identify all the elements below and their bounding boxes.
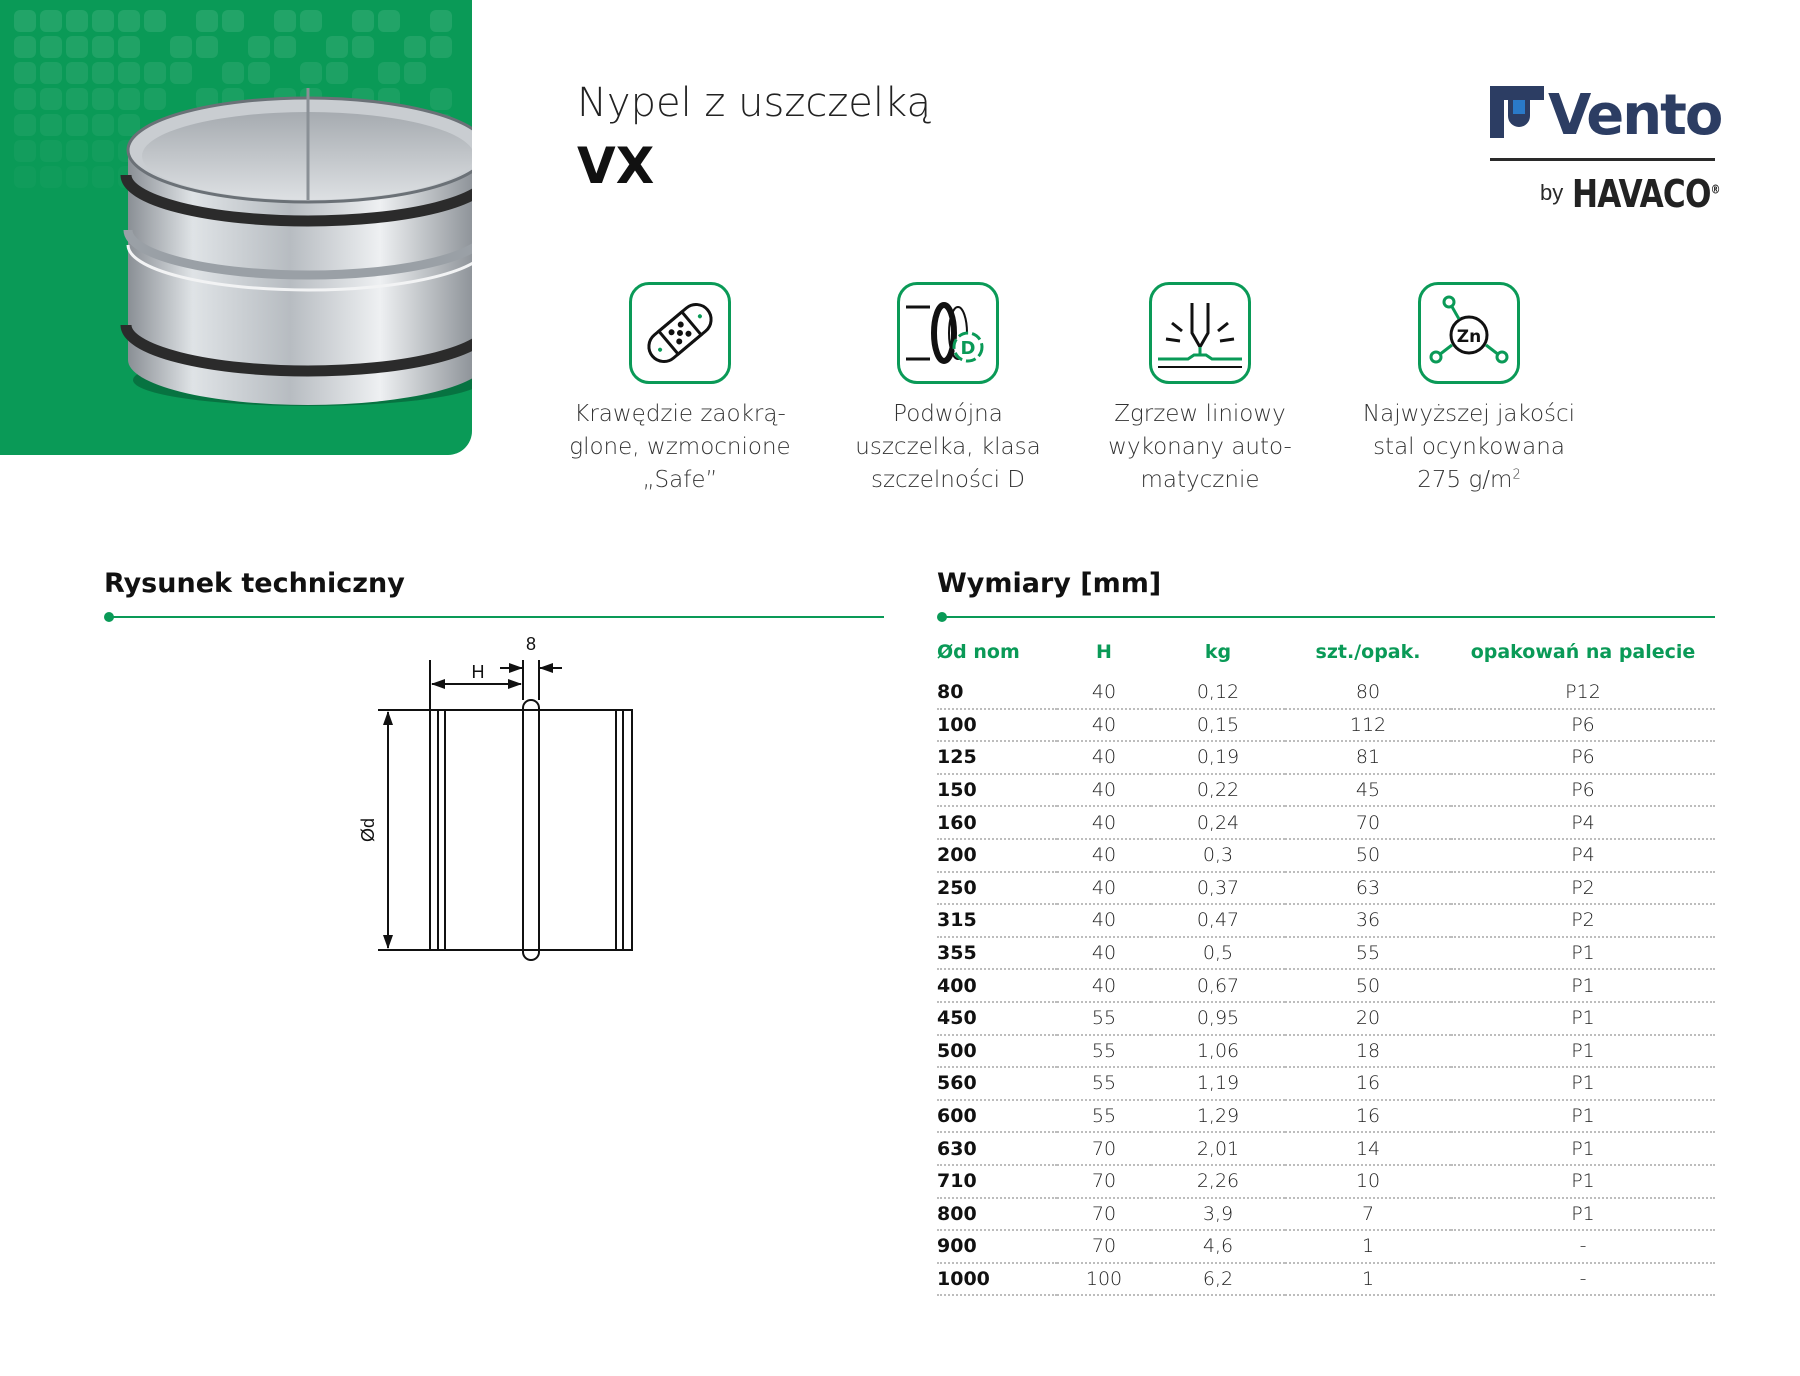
- table-cell: 600: [937, 1100, 1057, 1133]
- dimensions-heading-rule: [941, 616, 1715, 618]
- pattern-dot: [66, 88, 88, 110]
- drawing-heading-rule: [108, 616, 884, 618]
- table-cell: 81: [1285, 741, 1451, 774]
- table-cell: 16: [1285, 1100, 1451, 1133]
- hero-panel: [0, 0, 472, 455]
- havaco-logo-text: [1572, 172, 1720, 216]
- table-cell: 55: [1285, 937, 1451, 970]
- pattern-dot: [14, 36, 36, 58]
- table-cell: 100: [937, 709, 1057, 742]
- logo-by: by: [1540, 180, 1564, 205]
- table-cell: 50: [1285, 969, 1451, 1002]
- table-body: [937, 676, 1715, 1295]
- table-cell: 50: [1285, 839, 1451, 872]
- table-cell: 125: [937, 741, 1057, 774]
- table-cell: P4: [1451, 839, 1715, 872]
- table-row: [937, 774, 1715, 807]
- table-cell: 0,5: [1151, 937, 1285, 970]
- havaco-name: HAVACO: [1572, 172, 1711, 216]
- table-cell: 16: [1285, 1067, 1451, 1100]
- table-cell: P1: [1451, 1132, 1715, 1165]
- table-cell: 0,12: [1151, 676, 1285, 709]
- table-row: [937, 1263, 1715, 1296]
- table-row: [937, 676, 1715, 709]
- table-cell: 6,2: [1151, 1263, 1285, 1296]
- table-cell: 70: [1057, 1132, 1151, 1165]
- table-row: [937, 937, 1715, 970]
- table-row: [937, 969, 1715, 1002]
- pattern-dot: [40, 36, 62, 58]
- pattern-dot: [40, 140, 62, 162]
- table-cell: P4: [1451, 806, 1715, 839]
- table-row: [937, 1165, 1715, 1198]
- product-model: VX: [577, 137, 655, 195]
- pattern-dot: [66, 166, 88, 188]
- table-cell: -: [1451, 1263, 1715, 1296]
- column-header: szt./opak.: [1315, 641, 1421, 663]
- table-row: [937, 872, 1715, 905]
- table-cell: 900: [937, 1230, 1057, 1263]
- table-cell: 0,67: [1151, 969, 1285, 1002]
- pattern-dot: [40, 88, 62, 110]
- table-cell: 55: [1057, 1035, 1151, 1068]
- table-cell: 40: [1057, 741, 1151, 774]
- table-cell: -: [1451, 1230, 1715, 1263]
- table-cell: P1: [1451, 1100, 1715, 1133]
- table-cell: 560: [937, 1067, 1057, 1100]
- table-cell: 0,47: [1151, 904, 1285, 937]
- table-cell: 200: [937, 839, 1057, 872]
- vento-logo-mark: [1490, 86, 1544, 138]
- table-cell: 1000: [937, 1263, 1057, 1296]
- pattern-dot: [66, 62, 88, 84]
- table-cell: 55: [1057, 1067, 1151, 1100]
- table-cell: P1: [1451, 1067, 1715, 1100]
- table-cell: 80: [1285, 676, 1451, 709]
- bandage-icon: [629, 282, 731, 384]
- table-cell: 20: [1285, 1002, 1451, 1035]
- product-photo: [118, 80, 472, 420]
- label-8: 8: [525, 634, 537, 654]
- table-cell: 315: [937, 904, 1057, 937]
- pattern-dot: [14, 88, 36, 110]
- table-cell: 800: [937, 1198, 1057, 1231]
- pattern-dot: [378, 10, 400, 32]
- table-cell: P6: [1451, 709, 1715, 742]
- table-cell: 70: [1285, 806, 1451, 839]
- pattern-dot: [66, 36, 88, 58]
- table-cell: 70: [1057, 1230, 1151, 1263]
- double-gasket-icon: [897, 282, 999, 384]
- table-row: [937, 741, 1715, 774]
- technical-drawing: [350, 630, 650, 970]
- pattern-dot: [118, 10, 140, 32]
- pattern-dot: [118, 36, 140, 58]
- table-cell: 0,24: [1151, 806, 1285, 839]
- weld-seam-icon: [1149, 282, 1251, 384]
- feature-caption: Krawędzie zaokrą- glone, wzmocnione „Safe”: [569, 401, 791, 493]
- vento-logo-text: Vento: [1548, 83, 1722, 148]
- pattern-dot: [14, 140, 36, 162]
- table-row: [937, 1067, 1715, 1100]
- table-cell: P1: [1451, 969, 1715, 1002]
- table-cell: 63: [1285, 872, 1451, 905]
- pattern-dot: [92, 62, 114, 84]
- logo-divider: [1490, 158, 1715, 161]
- zinc-molecule-icon: [1418, 282, 1520, 384]
- table-cell: 40: [1057, 709, 1151, 742]
- feature-caption: Zgrzew liniowy wykonany auto- matycznie: [1108, 401, 1292, 493]
- table-cell: 250: [937, 872, 1057, 905]
- table-row: [937, 709, 1715, 742]
- svg-text:D: D: [960, 338, 976, 359]
- dimensions-table: [937, 628, 1715, 1296]
- pattern-dot: [92, 140, 114, 162]
- table-cell: 0,19: [1151, 741, 1285, 774]
- pattern-dot: [14, 62, 36, 84]
- table-cell: 55: [1057, 1100, 1151, 1133]
- table-cell: P6: [1451, 741, 1715, 774]
- feature-safe-edges: [560, 282, 800, 497]
- table-cell: 112: [1285, 709, 1451, 742]
- table-cell: 710: [937, 1165, 1057, 1198]
- pattern-dot: [352, 36, 374, 58]
- table-cell: 40: [1057, 839, 1151, 872]
- pattern-dot: [92, 36, 114, 58]
- table-cell: 400: [937, 969, 1057, 1002]
- table-cell: 14: [1285, 1132, 1451, 1165]
- table-cell: 40: [1057, 904, 1151, 937]
- table-cell: 0,15: [1151, 709, 1285, 742]
- table-cell: 160: [937, 806, 1057, 839]
- table-cell: 100: [1057, 1263, 1151, 1296]
- pattern-dot: [92, 10, 114, 32]
- table-cell: 40: [1057, 937, 1151, 970]
- table-cell: 10: [1285, 1165, 1451, 1198]
- pattern-dot: [274, 10, 296, 32]
- pattern-dot: [430, 36, 452, 58]
- pattern-dot: [196, 36, 218, 58]
- table-cell: P1: [1451, 1165, 1715, 1198]
- registered-mark: ®: [1710, 182, 1720, 197]
- table-cell: P12: [1451, 676, 1715, 709]
- table-cell: P6: [1451, 774, 1715, 807]
- zn-label: Zn: [1456, 327, 1482, 347]
- dimensions-heading: Wymiary [mm]: [937, 568, 1162, 599]
- table-cell: 70: [1057, 1165, 1151, 1198]
- table-cell: 1,19: [1151, 1067, 1285, 1100]
- table-row: [937, 1132, 1715, 1165]
- table-cell: 1,06: [1151, 1035, 1285, 1068]
- table-cell: 40: [1057, 774, 1151, 807]
- table-cell: 1: [1285, 1263, 1451, 1296]
- table-cell: 55: [1057, 1002, 1151, 1035]
- table-cell: 4,6: [1151, 1230, 1285, 1263]
- pattern-dot: [14, 166, 36, 188]
- table-cell: 630: [937, 1132, 1057, 1165]
- column-header: opakowań na palecie: [1470, 641, 1696, 663]
- label-diameter: Ød: [358, 817, 378, 843]
- table-cell: 1: [1285, 1230, 1451, 1263]
- pattern-dot: [40, 62, 62, 84]
- table-cell: P1: [1451, 937, 1715, 970]
- pattern-dot: [14, 10, 36, 32]
- table-cell: 150: [937, 774, 1057, 807]
- column-header: kg: [1204, 641, 1232, 663]
- pattern-dot: [40, 114, 62, 136]
- table-row: [937, 1230, 1715, 1263]
- feature-caption: Podwójna uszczelka, klasa szczelności D: [855, 401, 1041, 493]
- pattern-dot: [430, 10, 452, 32]
- product-title: Nypel z uszczelką: [577, 80, 932, 126]
- feature-weld-seam: [1080, 282, 1320, 497]
- label-h: H: [471, 662, 485, 682]
- pattern-dot: [40, 166, 62, 188]
- table-cell: 3,9: [1151, 1198, 1285, 1231]
- pattern-dot: [66, 10, 88, 32]
- table-cell: P1: [1451, 1035, 1715, 1068]
- drawing-heading: Rysunek techniczny: [104, 568, 405, 599]
- pattern-dot: [274, 36, 296, 58]
- feature-caption: Najwyższej jakości stal ocynkowana 275 $g/m^2$: [1362, 401, 1576, 493]
- table-cell: 0,95: [1151, 1002, 1285, 1035]
- table-cell: 36: [1285, 904, 1451, 937]
- pattern-dot: [196, 10, 218, 32]
- table-cell: 7: [1285, 1198, 1451, 1231]
- pattern-dot: [14, 114, 36, 136]
- table-cell: P2: [1451, 904, 1715, 937]
- table-header-row: [937, 628, 1715, 676]
- table-cell: 2,26: [1151, 1165, 1285, 1198]
- table-row: [937, 904, 1715, 937]
- pattern-dot: [66, 140, 88, 162]
- column-header: Ød nom: [937, 641, 1020, 663]
- table-row: [937, 1100, 1715, 1133]
- table-row: [937, 806, 1715, 839]
- pattern-dot: [92, 114, 114, 136]
- table-cell: 2,01: [1151, 1132, 1285, 1165]
- table-cell: 40: [1057, 872, 1151, 905]
- pattern-dot: [66, 114, 88, 136]
- table-cell: 0,3: [1151, 839, 1285, 872]
- pattern-dot: [326, 36, 348, 58]
- table-row: [937, 1198, 1715, 1231]
- table-cell: 45: [1285, 774, 1451, 807]
- pattern-dot: [352, 10, 374, 32]
- pattern-dot: [300, 10, 322, 32]
- table-cell: 0,22: [1151, 774, 1285, 807]
- column-header: H: [1096, 641, 1112, 663]
- table-cell: 1,29: [1151, 1100, 1285, 1133]
- pattern-dot: [92, 166, 114, 188]
- feature-galvanized-steel: [1349, 282, 1589, 497]
- pattern-dot: [92, 88, 114, 110]
- pattern-dot: [404, 36, 426, 58]
- table-cell: 0,37: [1151, 872, 1285, 905]
- table-cell: 40: [1057, 806, 1151, 839]
- table-row: [937, 839, 1715, 872]
- table-cell: P2: [1451, 872, 1715, 905]
- table-cell: 450: [937, 1002, 1057, 1035]
- table-cell: 70: [1057, 1198, 1151, 1231]
- table-row: [937, 1035, 1715, 1068]
- pattern-dot: [40, 10, 62, 32]
- table-cell: 40: [1057, 676, 1151, 709]
- table-cell: 40: [1057, 969, 1151, 1002]
- table-cell: 80: [937, 676, 1057, 709]
- table-cell: 500: [937, 1035, 1057, 1068]
- pattern-dot: [170, 36, 192, 58]
- table-row: [937, 1002, 1715, 1035]
- table-cell: P1: [1451, 1198, 1715, 1231]
- table-cell: 18: [1285, 1035, 1451, 1068]
- pattern-dot: [144, 10, 166, 32]
- pattern-dot: [222, 10, 244, 32]
- pattern-dot: [248, 36, 270, 58]
- table-cell: P1: [1451, 1002, 1715, 1035]
- table-cell: 355: [937, 937, 1057, 970]
- feature-double-gasket: [828, 282, 1068, 497]
